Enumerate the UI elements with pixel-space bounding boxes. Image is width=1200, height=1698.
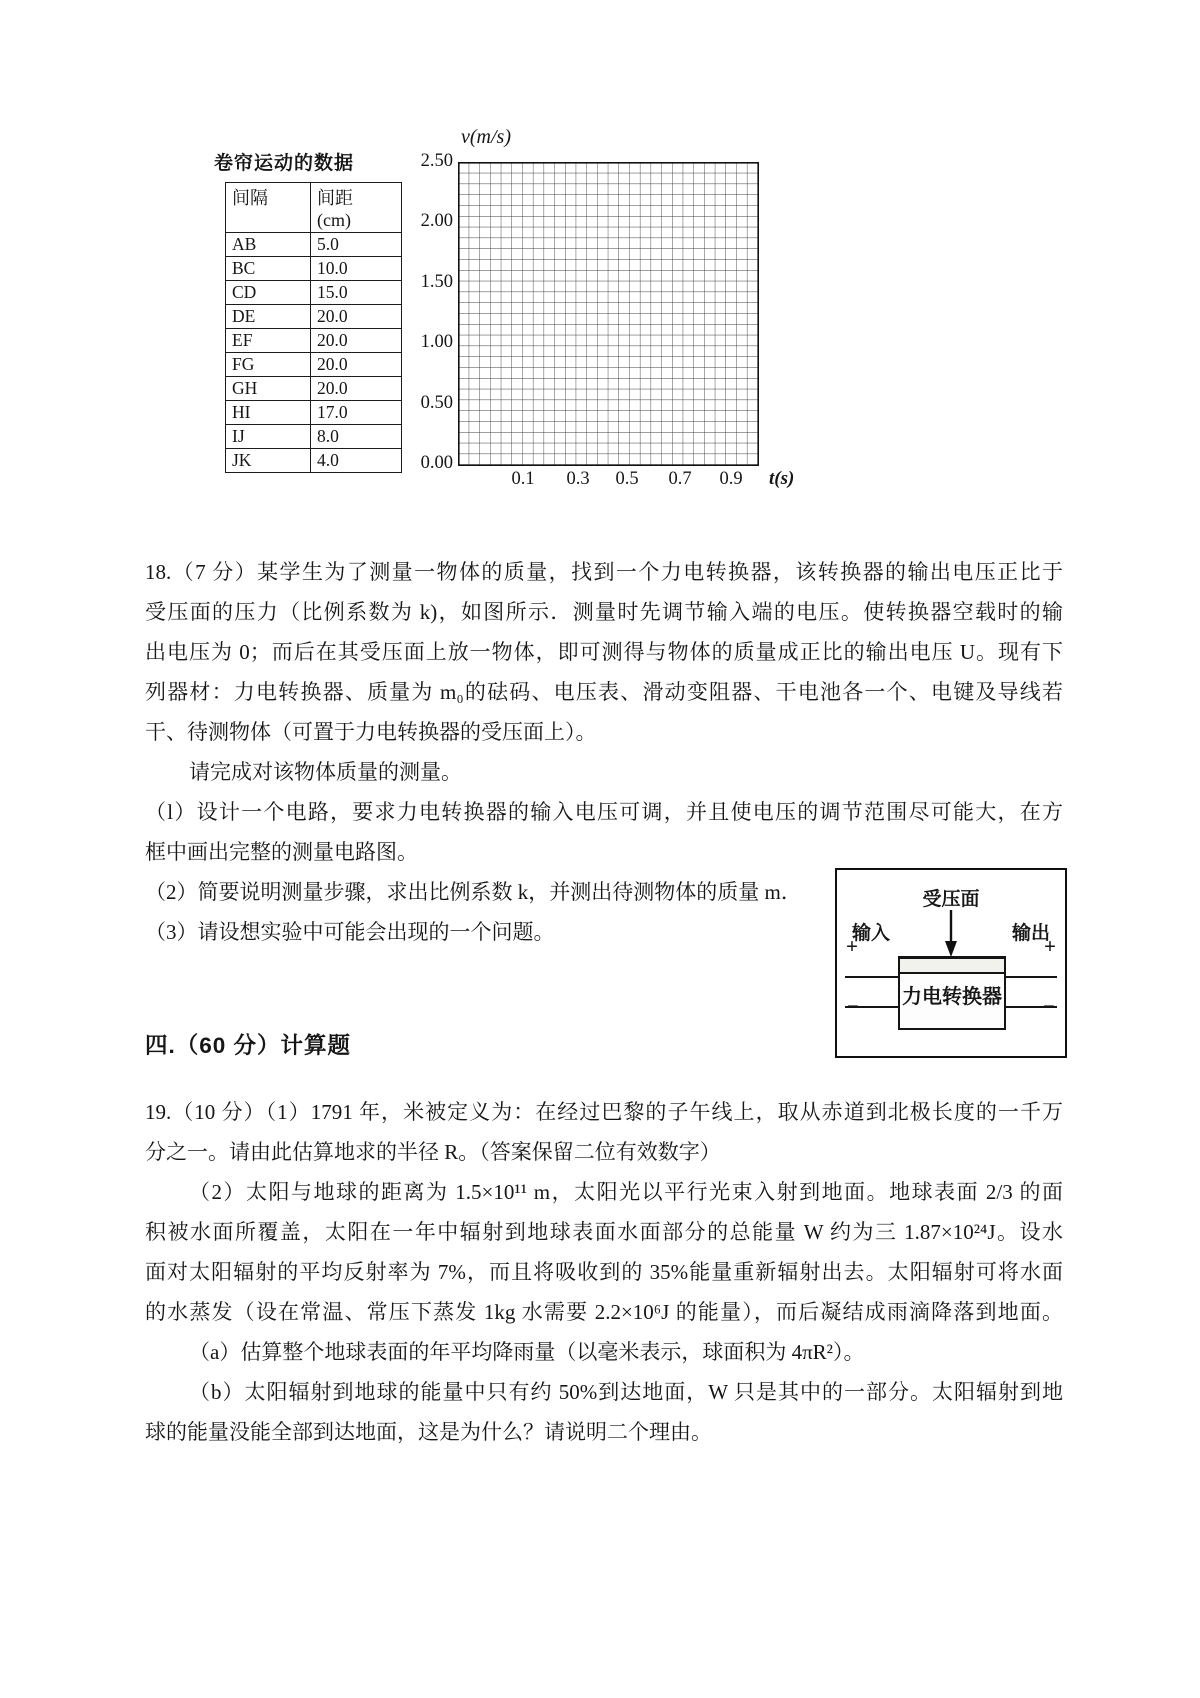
distance-cell: 5.0	[311, 233, 402, 257]
plus-sign-left: +	[846, 934, 858, 958]
table-row	[226, 257, 402, 281]
distance-cell: 8.0	[311, 425, 402, 449]
q18-line: 18.（7 分）某学生为了测量一物体的质量，找到一个力电转换器，该转换器的输出电压正比于	[145, 560, 1063, 584]
transducer-diagram	[835, 868, 1067, 1058]
q18-line: 出电压为 0；而后在其受压面上放一物体，即可测得与物体的质量成正比的输出电压 U。现有下	[145, 640, 1063, 664]
interval-cell: IJ	[226, 425, 311, 449]
y-tick-label: 1.50	[420, 271, 453, 292]
q19-line: 积被水面所覆盖，太阳在一年中辐射到地球表面水面部分的总能量 W 约为三 1.87×10²⁴J。设水	[145, 1220, 1063, 1244]
q18-line: （l）设计一个电路，要求力电转换器的输入电压可调，并且使电压的调节范围尽可能大，在方	[145, 800, 1063, 824]
table-row	[226, 233, 402, 257]
q18-line: 受压面的压力（比例系数为 k)，如图所示．测量时先调节输入端的电压。使转换器空载时的输	[145, 600, 1063, 624]
y-tick-label: 1.00	[420, 332, 453, 353]
section-4-heading: 四.（60 分）计算题	[145, 1033, 352, 1058]
distance-cell: 17.0	[311, 401, 402, 425]
distance-cell: 20.0	[311, 377, 402, 401]
minus-sign-left: −	[847, 994, 859, 1018]
table-row	[226, 305, 402, 329]
down-arrow-icon	[943, 910, 959, 958]
y-tick-label: 2.00	[420, 211, 453, 232]
interval-cell: BC	[226, 257, 311, 281]
velocity-time-graph	[420, 122, 805, 502]
graph-paper-grid	[458, 162, 759, 466]
y-tick-label: 0.50	[420, 392, 453, 413]
plus-sign-right: +	[1044, 934, 1056, 958]
table-row	[226, 449, 402, 473]
interval-cell: JK	[226, 449, 311, 473]
distance-cell: 15.0	[311, 281, 402, 305]
q18-line: （2）简要说明测量步骤，求出比例系数 k，并测出待测物体的质量 m．	[145, 880, 802, 904]
distance-cell: 20.0	[311, 305, 402, 329]
distance-cell: 20.0	[311, 329, 402, 353]
wire-left-bottom	[845, 1006, 898, 1008]
interval-cell: AB	[226, 233, 311, 257]
table-header-row	[226, 183, 402, 233]
table-row	[226, 401, 402, 425]
pressure-surface-label: 受压面	[922, 889, 980, 910]
converter-box	[898, 956, 1006, 1030]
interval-cell: DE	[226, 305, 311, 329]
q18-line: （3）请设想实验中可能会出现的一个问题。	[145, 920, 555, 944]
output-label: 输出	[1011, 923, 1050, 944]
data-table	[225, 182, 402, 473]
interval-cell: FG	[226, 353, 311, 377]
distance-cell: 10.0	[311, 257, 402, 281]
wire-right-bottom	[1002, 1006, 1057, 1008]
interval-cell: CD	[226, 281, 311, 305]
q19-line: （b）太阳辐射到地球的能量中只有约 50%到达地面，W 只是其中的一部分。太阳辐射到地	[189, 1380, 1063, 1404]
table-row	[226, 377, 402, 401]
interval-cell: GH	[226, 377, 311, 401]
x-tick-label: 0.1	[511, 469, 535, 489]
q18-line: 请完成对该物体质量的测量。	[189, 760, 462, 784]
q18-line: 框中画出完整的测量电路图。	[145, 840, 418, 864]
table-row	[226, 425, 402, 449]
y-axis-label: v(m/s)	[461, 126, 511, 148]
interval-cell: HI	[226, 401, 311, 425]
q19-line: 的水蒸发（设在常温、常压下蒸发 1kg 水需要 2.2×10⁶J 的能量），而后凝结成雨滴降落到地面。	[145, 1300, 1063, 1324]
y-tick-label: 0.00	[420, 453, 453, 473]
pressure-surface-bar	[898, 958, 1006, 974]
distance-cell: 20.0	[311, 353, 402, 377]
table-row	[226, 329, 402, 353]
converter-box-label: 力电转换器	[902, 986, 1002, 1008]
x-axis-label: t(s)	[769, 468, 795, 489]
col-header-distance: 间距 (cm)	[311, 183, 402, 233]
q19-line: 球的能量没能全部到达地面，这是为什么？请说明二个理由。	[145, 1420, 712, 1444]
q19-line: 分之一。请由此估算地求的半径 R。（答案保留二位有效数字）	[145, 1140, 721, 1164]
interval-cell: EF	[226, 329, 311, 353]
x-tick-label: 0.9	[719, 469, 743, 489]
q19-line: （2）太阳与地球的距离为 1.5×10¹¹ m，太阳光以平行光束入射到地面。地球表面 2/3 的面	[189, 1180, 1063, 1204]
q19-line: 面对太阳辐射的平均反射率为 7%，而且将吸收到的 35%能量重新辐射出去。太阳辐射可将水面	[145, 1260, 1063, 1284]
q19-line: （a）估算整个地球表面的年平均降雨量（以毫米表示，球面积为 4πR²）。	[189, 1340, 865, 1364]
table-row	[226, 353, 402, 377]
x-tick-label: 0.5	[615, 469, 639, 489]
data-table-body	[226, 233, 402, 473]
y-tick-label: 2.50	[420, 151, 453, 171]
wire-right-top	[1002, 976, 1057, 978]
table-row	[226, 281, 402, 305]
wire-left-top	[845, 976, 898, 978]
distance-cell: 4.0	[311, 449, 402, 473]
q19-line: 19.（10 分）（1）1791 年，米被定义为：在经过巴黎的子午线上，取从赤道到北极长度的一千万	[145, 1100, 1063, 1124]
x-tick-label: 0.7	[668, 469, 692, 489]
q18-line: 干、待测物体（可置于力电转换器的受压面上）。	[145, 720, 597, 744]
col-header-interval: 间隔	[226, 183, 311, 233]
input-label: 输入	[852, 923, 891, 944]
data-table-title: 卷帘运动的数据	[214, 153, 355, 174]
q18-line: 列器材：力电转换器、质量为 m₀的砝码、电压表、滑动变阻器、干电池各一个、电键及导线若	[145, 680, 1063, 704]
question-19	[145, 1092, 1063, 1452]
minus-sign-right: −	[1043, 994, 1055, 1018]
x-tick-label: 0.3	[566, 469, 590, 489]
